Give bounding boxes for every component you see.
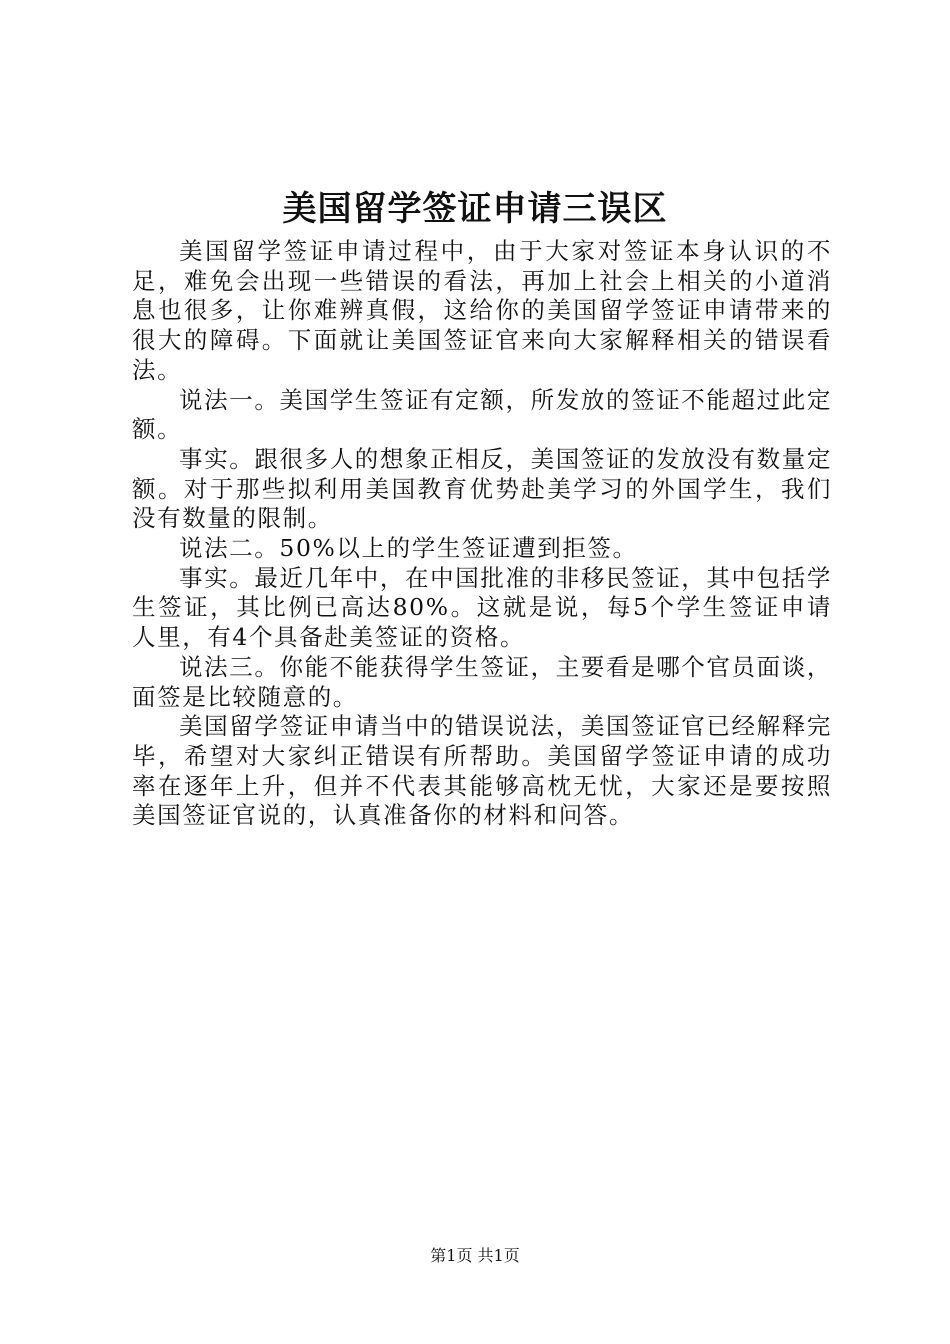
paragraph-fact-2: 事实。最近几年中，在中国批准的非移民签证，其中包括学生签证，其比例已高达80%。这就是说，每5个学生签证申请人里，有4个具备赴美签证的资格。 xyxy=(132,563,832,652)
document-body xyxy=(132,237,832,831)
paragraph-claim-2: 说法二。50%以上的学生签证遭到拒签。 xyxy=(179,534,638,563)
paragraph-conclusion: 美国留学签证申请当中的错误说法，美国签证官已经解释完毕，希望对大家纠正错误有所帮助。美国留学签证申请的成功率在逐年上升，但并不代表其能够高枕无忧，大家还是要按照美国签证官说的，认真准备你的材料和问答。 xyxy=(132,712,832,830)
paragraph-claim-3: 说法三。你能不能获得学生签证，主要看是哪个官员面谈，面签是比较随意的。 xyxy=(132,652,832,711)
document-title: 美国留学签证申请三误区 xyxy=(282,189,668,229)
paragraph-intro: 美国留学签证申请过程中，由于大家对签证本身认识的不足，难免会出现一些错误的看法，再加上社会上相关的小道消息也很多，让你难辨真假，这给你的美国留学签证申请带来的很大的障碍。下面就让美国签证官来向大家解释相关的错误看法。 xyxy=(132,237,832,384)
paragraph-claim-1: 说法一。美国学生签证有定额，所发放的签证不能超过此定额。 xyxy=(132,385,832,444)
paragraph-fact-1: 事实。跟很多人的想象正相反，美国签证的发放没有数量定额。对于那些拟利用美国教育优势赴美学习的外国学生，我们没有数量的限制。 xyxy=(132,444,832,533)
page-footer: 第1页 共1页 xyxy=(430,1246,520,1265)
